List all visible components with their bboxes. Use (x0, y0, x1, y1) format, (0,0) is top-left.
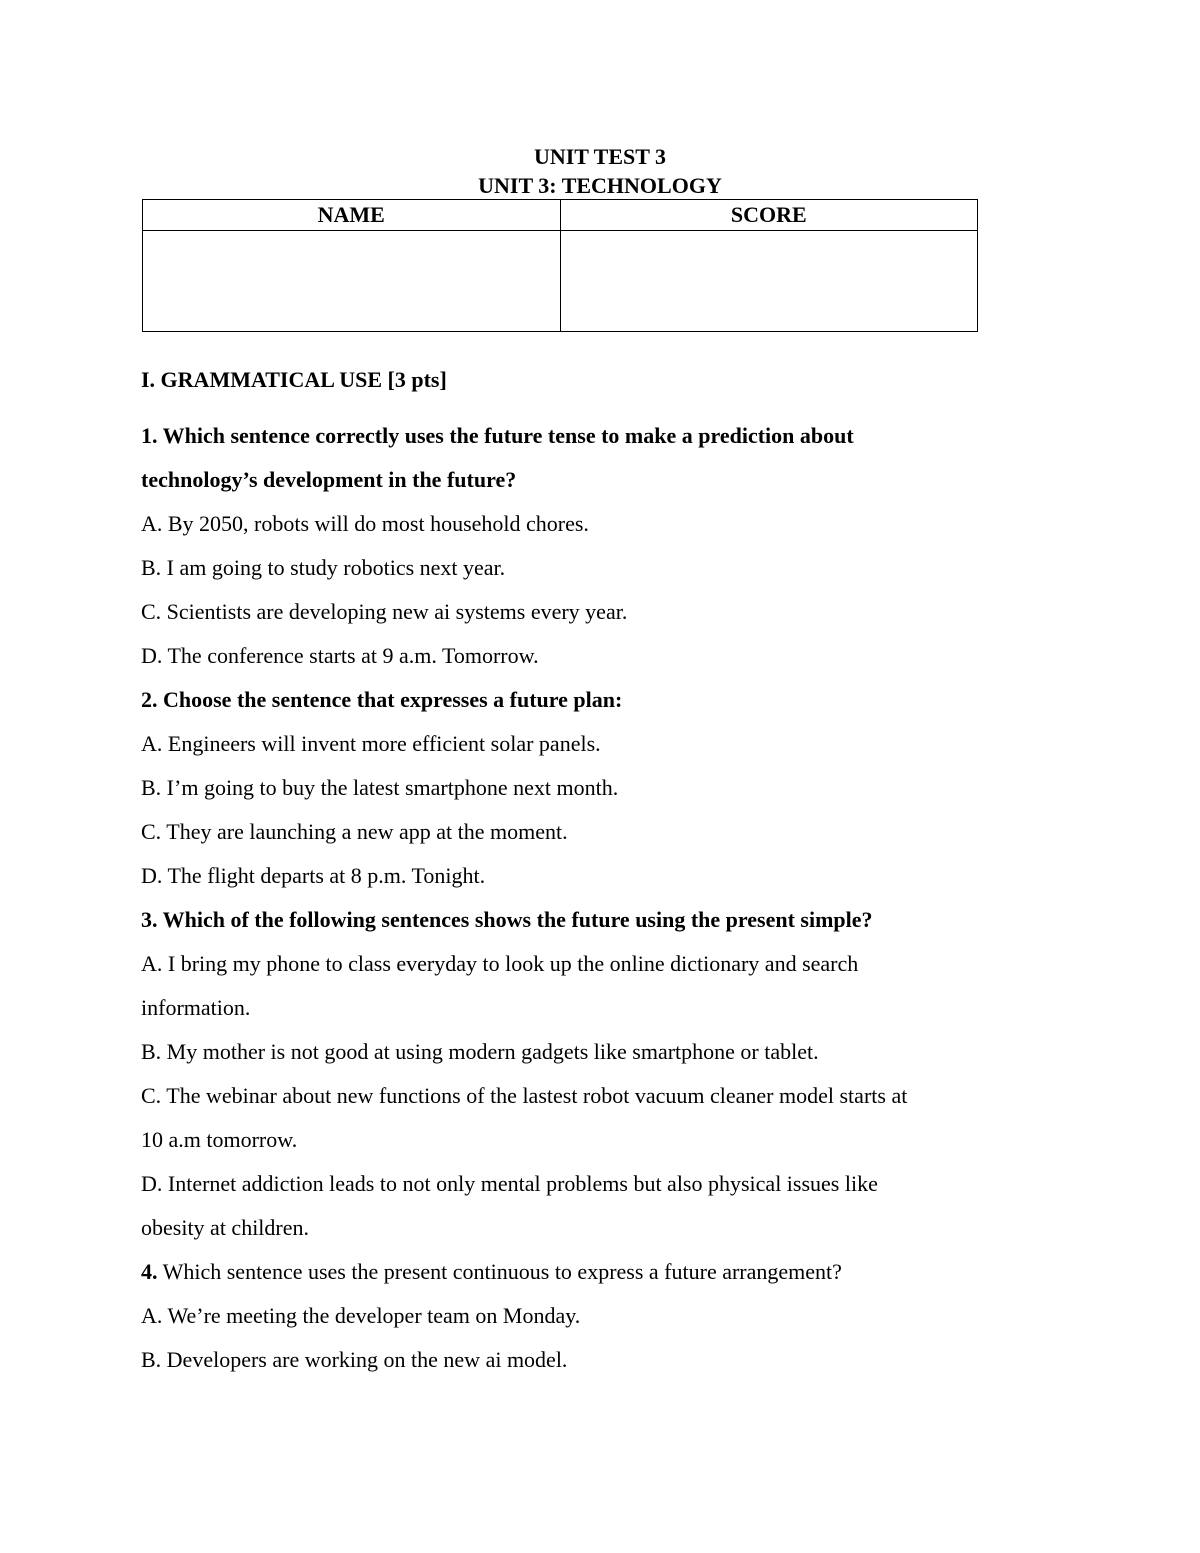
question-4-prompt (141, 1250, 1041, 1294)
question-3-option-c-line-1[interactable]: C. The webinar about new functions of the lastest robot vacuum cleaner model starts at (141, 1083, 908, 1108)
question-3 (141, 898, 1041, 1250)
question-1-option-c[interactable]: C. Scientists are developing new ai systems every year. (141, 599, 628, 624)
score-header: SCORE (560, 200, 978, 231)
question-1-prompt-line-1: 1. Which sentence correctly uses the future tense to make a prediction about (141, 423, 854, 448)
question-2-option-a[interactable]: A. Engineers will invent more efficient solar panels. (141, 731, 601, 756)
question-3-option-d-line-1[interactable]: D. Internet addiction leads to not only mental problems but also physical issues like (141, 1171, 878, 1196)
questions-body (141, 358, 1041, 1382)
question-4 (141, 1250, 1041, 1382)
name-header: NAME (143, 200, 561, 231)
name-score-table (142, 199, 978, 332)
question-1 (141, 414, 1041, 678)
unit-subtitle: UNIT 3: TECHNOLOGY (478, 173, 722, 198)
question-2-prompt: 2. Choose the sentence that expresses a future plan: (141, 687, 623, 712)
question-1-option-b[interactable]: B. I am going to study robotics next year. (141, 555, 506, 580)
question-4-number: 4. (141, 1259, 158, 1284)
question-1-prompt-line-2: technology’s development in the future? (141, 467, 517, 492)
question-4-option-a[interactable]: A. We’re meeting the developer team on Monday. (141, 1303, 581, 1328)
question-2-option-d[interactable]: D. The flight departs at 8 p.m. Tonight. (141, 863, 486, 888)
name-cell[interactable] (143, 231, 561, 332)
question-3-option-a-line-1[interactable]: A. I bring my phone to class everyday to look up the online dictionary and search (141, 951, 859, 976)
question-3-prompt: 3. Which of the following sentences shows the future using the present simple? (141, 907, 873, 932)
section-title: I. GRAMMATICAL USE [3 pts] (141, 367, 447, 392)
question-2-option-b[interactable]: B. I’m going to buy the latest smartphone next month. (141, 775, 619, 800)
question-3-option-d-line-2[interactable]: obesity at children. (141, 1215, 310, 1240)
question-1-option-d[interactable]: D. The conference starts at 9 a.m. Tomorrow. (141, 643, 539, 668)
question-3-option-b[interactable]: B. My mother is not good at using modern gadgets like smartphone or tablet. (141, 1039, 819, 1064)
question-2 (141, 678, 1041, 898)
test-title: UNIT TEST 3 (533, 144, 667, 169)
question-4-text: Which sentence uses the present continuous to express a future arrangement? (157, 1259, 842, 1284)
score-cell[interactable] (560, 231, 978, 332)
question-2-option-c[interactable]: C. They are launching a new app at the moment. (141, 819, 568, 844)
question-1-option-a[interactable]: A. By 2050, robots will do most household chores. (141, 511, 589, 536)
question-3-option-c-line-2[interactable]: 10 a.m tomorrow. (141, 1127, 298, 1152)
question-3-option-a-line-2[interactable]: information. (141, 995, 251, 1020)
question-4-option-b[interactable]: B. Developers are working on the new ai model. (141, 1347, 568, 1372)
